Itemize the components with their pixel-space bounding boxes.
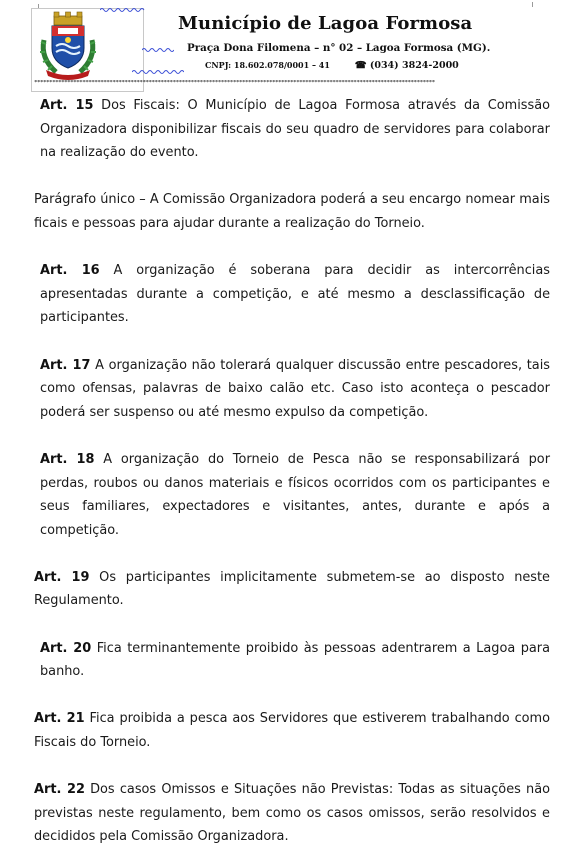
article-label: Art. 22 — [34, 782, 85, 798]
paragraph-art-18 — [34, 448, 550, 542]
phone-line — [355, 60, 459, 71]
municipal-crest-icon — [36, 10, 100, 80]
corner-mark-top-left — [31, 4, 39, 8]
letterhead-contact — [205, 60, 459, 71]
article-text: A organização do Torneio de Pesca não se responsabilizará por perdas, roubos ou danos materiais e físicos ocorridos com os participantes e seus familiares, expectadores e visitantes, antes, durante e após a competição. — [40, 451, 550, 538]
phone-icon: ☎ — [354, 60, 367, 71]
article-text: Dos Fiscais: O Município de Lagoa Formosa através da Comissão Organizadora disponibilizar fiscais do seu quadro de servidores para colaborar na realização do evento. — [40, 98, 550, 161]
decorative-wave-middle — [142, 46, 174, 54]
paragraph-art-16 — [34, 259, 550, 330]
paragraph-art-15 — [34, 94, 550, 165]
paragraph-single-paragraph — [34, 188, 550, 235]
paragraph-art-17 — [34, 354, 550, 425]
paragraph-art-21 — [34, 707, 550, 754]
corner-mark-top-right — [532, 2, 540, 7]
letterhead-title: Município de Lagoa Formosa — [178, 13, 473, 34]
article-text: A organização é soberana para decidir as intercorrências apresentadas durante a competição, e até mesmo a desclassificação de participantes. — [40, 263, 550, 326]
article-label: Art. 18 — [40, 451, 95, 467]
cnpj-text: CNPJ: 18.602.078/0001 – 41 — [205, 60, 330, 70]
article-label: Art. 17 — [40, 357, 91, 373]
letterhead-address: Praça Dona Filomena – n° 02 – Lagoa Formosa (MG). — [187, 42, 491, 54]
phone-number: (034) 3824-2000 — [369, 60, 459, 71]
article-text: Parágrafo único – A Comissão Organizadora poderá a seu encargo nomear mais ficais e pessoas para ajudar durante a realização do Torneio. — [34, 192, 550, 231]
article-text: Fica terminantemente proibido às pessoas adentrarem a Lagoa para banho. — [40, 640, 550, 680]
article-text: A organização não tolerará qualquer discussão entre pescadores, tais como ofensas, palavras de baixo calão etc. Caso isto aconteça o pescador poderá ser suspenso ou até mesmo expulso da competição. — [40, 357, 550, 420]
article-text: Os participantes implicitamente submetem-se ao disposto neste Regulamento. — [34, 569, 550, 609]
paragraph-art-22 — [34, 778, 550, 849]
regulation-body — [34, 94, 550, 849]
article-label: Art. 16 — [40, 263, 100, 279]
article-label: Art. 21 — [34, 711, 85, 727]
article-text: Dos casos Omissos e Situações não Previstas: Todas as situações não previstas neste regulamento, bem como os casos omissos, serão resolvidos e decididos pela Comissão Organizadora. — [34, 782, 550, 845]
decorative-wave-top — [100, 6, 146, 14]
star-separator-rule: ************************************************************************************************************************************* — [34, 80, 435, 86]
article-text: Fica proibida a pesca aos Servidores que estiverem trabalhando como Fiscais do Torneio. — [34, 711, 550, 751]
article-label: Art. 15 — [40, 98, 94, 113]
article-label: Art. 20 — [40, 640, 92, 656]
paragraph-art-20 — [34, 637, 550, 684]
decorative-wave-bottom — [132, 68, 184, 76]
article-label: Art. 19 — [34, 569, 90, 585]
paragraph-art-19 — [34, 566, 550, 613]
